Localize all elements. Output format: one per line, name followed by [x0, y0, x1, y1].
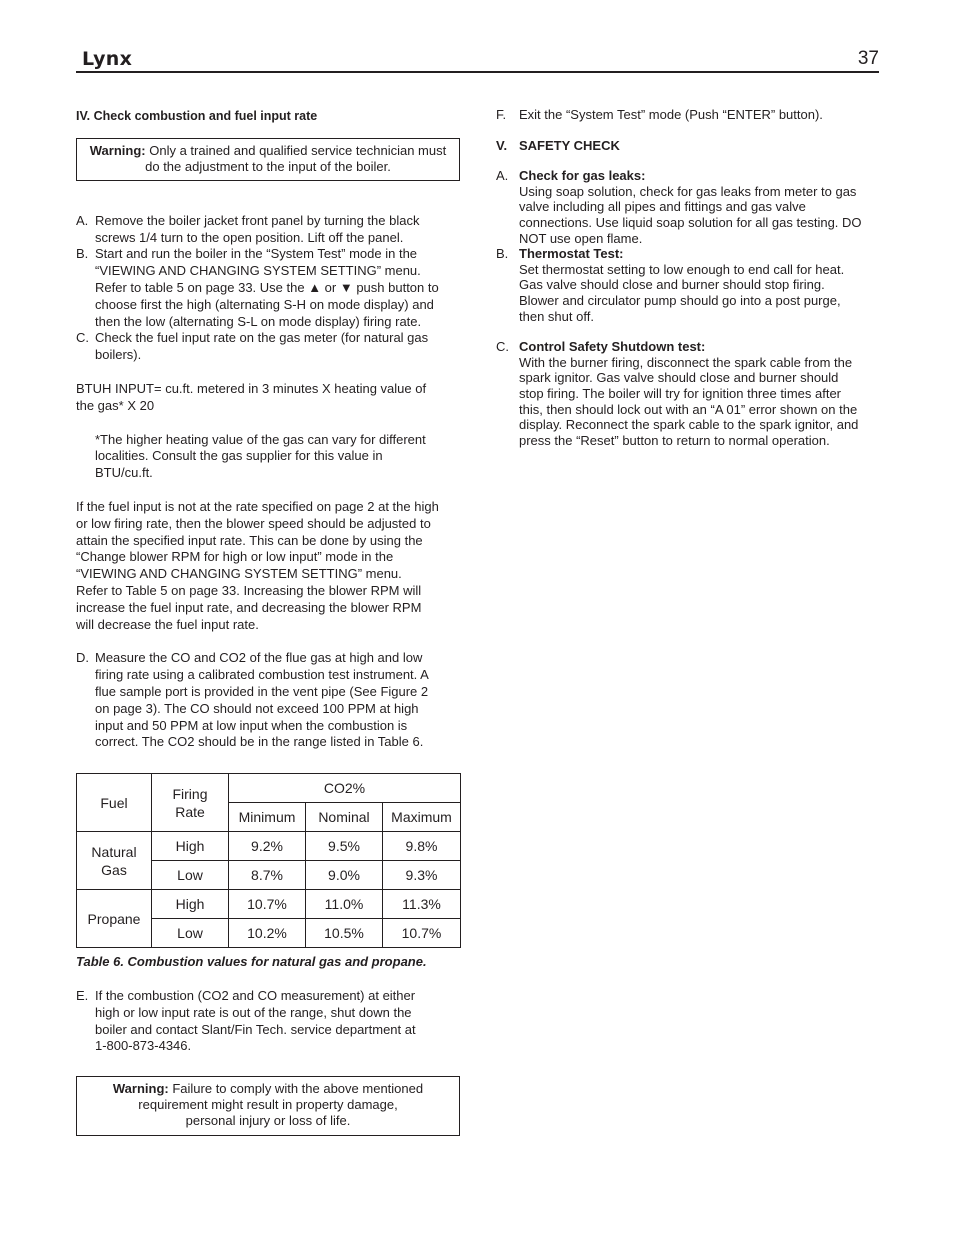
- item-label: A.: [496, 168, 509, 184]
- step-line: Remove the boiler jacket front panel by turning the black: [95, 212, 420, 228]
- para-line: or low firing rate, then the blower speed should be adjusted to: [76, 515, 431, 531]
- warning-label: Warning:: [112, 1081, 169, 1097]
- item-line: Set thermostat setting to low enough to end call for heat.: [519, 261, 845, 277]
- item-line: then shut off.: [519, 308, 594, 324]
- item-line: Blower and circulator pump should go into a post purge,: [519, 292, 841, 308]
- cell-min: 8.7%: [229, 861, 306, 890]
- cell-rate: Low: [152, 861, 229, 890]
- warning-text: Failure to comply with the above mentioned: [168, 1081, 424, 1097]
- item-line: Using soap solution, check for gas leaks from meter to gas: [519, 183, 857, 199]
- cell-nom: 9.0%: [306, 861, 383, 890]
- para-line: attain the specified input rate. This can be done by using the: [76, 532, 423, 548]
- cell-nom: 9.5%: [306, 832, 383, 861]
- item-line: spark ignitor. Gas valve should close and burner should: [519, 370, 839, 386]
- item-line: Gas valve should close and burner should stop firing.: [519, 277, 825, 293]
- cell-max: 9.3%: [383, 861, 461, 890]
- para-line: increase the fuel input rate, and decreasing the blower RPM: [76, 599, 422, 615]
- left-column: [76, 108, 460, 1136]
- item-title: Check for gas leaks:: [519, 168, 646, 184]
- fuel-line: Gas: [101, 861, 127, 878]
- item-title: Control Safety Shutdown test:: [519, 339, 706, 355]
- section-label: V.: [496, 137, 508, 153]
- step-line: high or low input rate is out of the range, shut down the: [95, 1004, 412, 1020]
- item-line: valve including all pipes and fittings and gas valve: [519, 199, 806, 215]
- item-line: stop firing. The boiler will try for ignition three times after: [519, 385, 842, 401]
- steps-abc: [76, 213, 460, 364]
- item-label: C.: [496, 339, 509, 355]
- formula-line: BTUH INPUT= cu.ft. metered in 3 minutes X heating value of: [76, 380, 427, 396]
- cell-nom: 11.0%: [306, 890, 383, 919]
- item-line: NOT use open flame.: [519, 230, 643, 246]
- step-line: 1-800-873-4346.: [95, 1038, 192, 1054]
- btuh-formula: [76, 381, 460, 415]
- header-firing-rate: [152, 774, 229, 832]
- step-label: D.: [76, 650, 89, 666]
- section-title: SAFETY CHECK: [519, 137, 620, 153]
- step-b: [76, 246, 460, 330]
- check-gas-leaks: [496, 168, 880, 246]
- step-label: C.: [76, 330, 89, 346]
- section-safety-check: [496, 138, 880, 154]
- header-firing-rate-line: Rate: [175, 803, 205, 820]
- table-row: [77, 832, 461, 861]
- combustion-values-table: [76, 773, 461, 948]
- item-line: press the “Reset” button to return to normal operation.: [519, 432, 830, 448]
- warning-line-1: [82, 1081, 454, 1097]
- cell-min: 9.2%: [229, 832, 306, 861]
- step-label: A.: [76, 212, 89, 228]
- right-column: [496, 107, 880, 448]
- warning-label: Warning:: [89, 142, 146, 158]
- warning-line-1: [81, 143, 455, 159]
- header-rule: [76, 71, 879, 73]
- step-label: B.: [76, 246, 89, 262]
- cell-nom: 10.5%: [306, 919, 383, 948]
- warning-text: Only a trained and qualified service technician must: [145, 142, 447, 158]
- cell-rate: Low: [152, 919, 229, 948]
- table-caption: Table 6. Combustion values for natural gas and propane.: [76, 954, 427, 970]
- para-line: Refer to Table 5 on page 33. Increasing the blower RPM will: [76, 582, 422, 598]
- step-line: If the combustion (CO2 and CO measurement) at either: [95, 987, 416, 1003]
- cell-max: 9.8%: [383, 832, 461, 861]
- fuel-natural-gas: [77, 832, 152, 890]
- step-line: choose first the high (alternating S-H on mode display) and: [95, 296, 434, 312]
- step-e: [76, 988, 460, 1055]
- control-safety-shutdown-test: [496, 339, 880, 448]
- step-a: [76, 213, 460, 247]
- step-f: [496, 107, 880, 123]
- cell-rate: High: [152, 832, 229, 861]
- item-line: display. Reconnect the spark cable to the spark ignitor, and: [519, 417, 859, 433]
- para-line: If the fuel input is not at the rate specified on page 2 at the high: [76, 498, 439, 514]
- step-line: “VIEWING AND CHANGING SYSTEM SETTING” menu.: [95, 263, 421, 279]
- section-title-combustion: IV. Check combustion and fuel input rate: [76, 109, 318, 123]
- heating-value-footnote: [76, 432, 460, 482]
- step-line: correct. The CO2 should be in the range listed in Table 6.: [95, 734, 424, 750]
- header-minimum: Minimum: [229, 803, 306, 832]
- item-line: connections. Use liquid soap solution for all gas testing. DO: [519, 214, 862, 230]
- step-d: [76, 650, 460, 751]
- cell-min: 10.2%: [229, 919, 306, 948]
- header-fuel: Fuel: [77, 774, 152, 832]
- thermostat-test: [496, 246, 880, 324]
- formula-line: the gas* X 20: [76, 397, 155, 413]
- step-label: F.: [496, 107, 507, 122]
- footnote-line: BTU/cu.ft.: [95, 465, 153, 481]
- header-title: Lynx: [82, 48, 133, 70]
- warning-line-3: personal injury or loss of life.: [185, 1113, 351, 1129]
- para-line: “VIEWING AND CHANGING SYSTEM SETTING” menu.: [76, 566, 402, 582]
- table-row: [77, 890, 461, 919]
- page-number: 37: [857, 48, 879, 69]
- step-line: Check the fuel input rate on the gas meter (for natural gas: [95, 330, 429, 346]
- warning-line-2: do the adjustment to the input of the boiler.: [145, 158, 391, 174]
- cell-min: 10.7%: [229, 890, 306, 919]
- cell-max: 10.7%: [383, 919, 461, 948]
- item-line: this, then should lock out with an “A 01” error shown on the: [519, 401, 858, 417]
- step-line: then the low (alternating S-L on mode display) firing rate.: [95, 313, 422, 329]
- step-line: input and 50 PPM at low input when the combustion is: [95, 717, 408, 733]
- step-label: E.: [76, 987, 89, 1003]
- warning-line-2: requirement might result in property damage,: [138, 1097, 398, 1113]
- warning-box-compliance: [76, 1076, 460, 1136]
- para-line: “Change blower RPM for high or low input” mode in the: [76, 549, 394, 565]
- item-label: B.: [496, 246, 509, 262]
- step-line: screws 1/4 turn to the open position. Lift off the panel.: [95, 229, 404, 245]
- step-line: on page 3). The CO should not exceed 100 PPM at high: [95, 700, 419, 716]
- header-maximum: Maximum: [383, 803, 461, 832]
- step-line: boiler and contact Slant/Fin Tech. service department at: [95, 1021, 416, 1037]
- header-co2: CO2%: [229, 774, 461, 803]
- header-firing-rate-line: Firing: [172, 785, 208, 802]
- warning-box-technician: [76, 138, 460, 181]
- fuel-line: Natural: [91, 843, 137, 860]
- step-line: Refer to table 5 on page 33. Use the ▲ or ▼ push button to: [95, 279, 439, 295]
- fuel-propane: Propane: [77, 890, 152, 948]
- cell-max: 11.3%: [383, 890, 461, 919]
- header-nominal: Nominal: [306, 803, 383, 832]
- fuel-input-paragraph: [76, 499, 460, 633]
- item-title: Thermostat Test:: [519, 246, 624, 262]
- footnote-line: localities. Consult the gas supplier for this value in: [95, 448, 383, 464]
- step-line: firing rate using a calibrated combustion test instrument. A: [95, 667, 429, 683]
- cell-rate: High: [152, 890, 229, 919]
- step-line: flue sample port is provided in the vent pipe (See Figure 2: [95, 683, 429, 699]
- step-line: Exit the “System Test” mode (Push “ENTER” button).: [519, 107, 823, 122]
- para-line: will decrease the fuel input rate.: [76, 616, 259, 632]
- footnote-line: *The higher heating value of the gas can vary for different: [95, 431, 426, 447]
- step-line: Measure the CO and CO2 of the flue gas at high and low: [95, 650, 423, 666]
- item-line: With the burner firing, disconnect the spark cable from the: [519, 354, 853, 370]
- step-c: [76, 330, 460, 364]
- step-line: Start and run the boiler in the “System Test” mode in the: [95, 246, 418, 262]
- step-line: boilers).: [95, 347, 142, 363]
